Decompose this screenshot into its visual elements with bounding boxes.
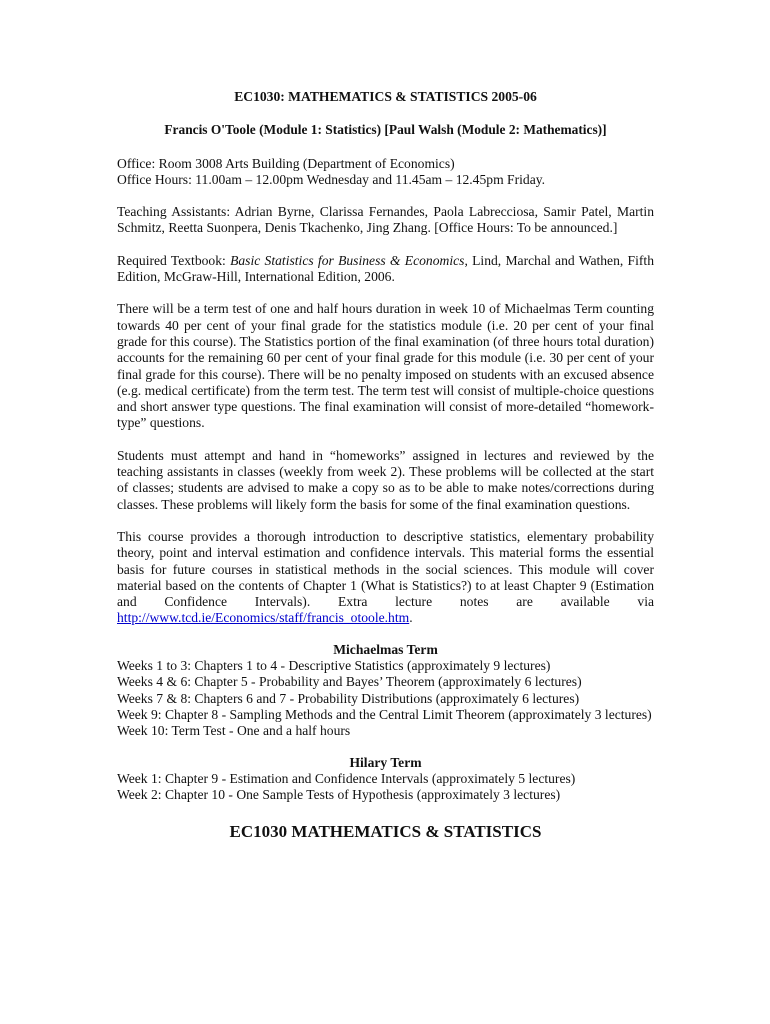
office-block — [117, 156, 654, 189]
list-item: Week 10: Term Test - One and a half hours — [117, 723, 351, 739]
list-item: Weeks 1 to 3: Chapters 1 to 4 - Descriptive Statistics (approximately 9 lectures) — [117, 658, 551, 674]
required-textbook — [117, 253, 654, 286]
michaelmas-schedule — [117, 658, 654, 739]
list-item: Week 1: Chapter 9 - Estimation and Confidence Intervals (approximately 5 lectures) — [117, 770, 576, 786]
lecture-notes-link[interactable]: http://www.tcd.ie/Economics/staff/francis_otoole.htm — [117, 610, 410, 626]
michaelmas-term-heading: Michaelmas Term — [333, 641, 438, 657]
textbook-details: , Lind, Marchal and Wathen, Fifth Edition, McGraw-Hill, International Edition, 2006. — [117, 252, 654, 285]
document-title: EC1030: MATHEMATICS & STATISTICS 2005-06 — [234, 89, 537, 104]
textbook-title: Basic Statistics for Business & Economics — [230, 252, 465, 268]
homework-paragraph: Students must attempt and hand in “homeworks” assigned in lectures and reviewed by the teaching assistants in classes (weekly from week 2). These problems will be collected at the start of classes; students are advised to make a copy so as to be able to make notes/corrections during classes. These problems will likely form the basis for some of the final examination questions. — [117, 447, 654, 512]
hilary-term-heading: Hilary Term — [349, 754, 422, 770]
course-description-paragraph — [117, 529, 654, 627]
assessment-paragraph: There will be a term test of one and half hours duration in week 10 of Michaelmas Term counting towards 40 per cent of your final grade for the statistics module (i.e. 20 per cent of your final grade for this course). The Statistics portion of the final examination (of three hours total duration) accounts for the remaining 60 per cent of your final grade for this module (i.e. 30 per cent of your final grade for this course). There will be no penalty imposed on students with an excused absence (e.g. medical certificate) from the term test. The term test will consist of multiple-choice questions and short answer type questions. The final examination will consist of more-detailed “homework-type” questions. — [117, 301, 654, 431]
list-item: Week 9: Chapter 8 - Sampling Methods and the Central Limit Theorem (approximately 3 lectures) — [117, 706, 652, 722]
office-location: Office: Room 3008 Arts Building (Department of Economics) — [117, 155, 455, 171]
lecturers-line: Francis O'Toole (Module 1: Statistics) [Paul Walsh (Module 2: Mathematics)] — [164, 122, 607, 138]
list-item: Week 2: Chapter 10 - One Sample Tests of Hypothesis (approximately 3 lectures) — [117, 787, 561, 803]
course-description-end: . — [409, 610, 413, 626]
teaching-assistants: Teaching Assistants: Adrian Byrne, Clarissa Fernandes, Paola Labrecciosa, Samir Patel, Martin Schmitz, Reetta Suonpera, Denis Tkachenko, Jing Zhang. [Office Hours: To be announced.] — [117, 204, 654, 236]
bottom-heading: EC1030 MATHEMATICS & STATISTICS — [229, 822, 542, 842]
document-page — [117, 89, 654, 842]
hilary-schedule — [117, 771, 654, 804]
list-item: Weeks 4 & 6: Chapter 5 - Probability and Bayes’ Theorem (approximately 6 lectures) — [117, 674, 582, 690]
list-item: Weeks 7 & 8: Chapters 6 and 7 - Probability Distributions (approximately 6 lectures) — [117, 690, 580, 706]
textbook-prefix: Required Textbook: — [117, 252, 231, 268]
office-hours: Office Hours: 11.00am – 12.00pm Wednesday and 11.45am – 12.45pm Friday. — [117, 171, 546, 187]
course-description-text: This course provides a thorough introduction to descriptive statistics, elementary probability theory, point and interval estimation and confidence intervals. This material forms the essential basis for future courses in statistical methods in the social sciences. This module will cover material based on the contents of Chapter 1 (What is Statistics?) to at least Chapter 9 (Estimation and Confidence Intervals). Extra lecture notes are available via — [117, 528, 654, 610]
